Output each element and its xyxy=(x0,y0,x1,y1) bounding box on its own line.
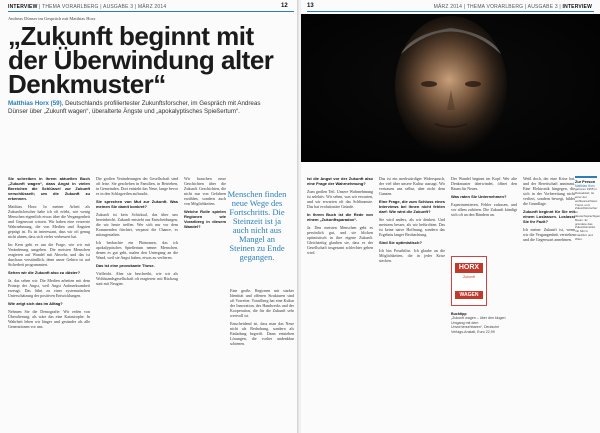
interview-question: Wie zeigt sich das im Alltag? xyxy=(8,301,63,306)
interview-question: Das ist eine provokante These. xyxy=(96,263,155,268)
left-page xyxy=(0,0,299,433)
interview-answer: Nehmen Sie die Demografie: Wir reden von Überalterung, als wäre das eine Katastrophe. In Wahrheit leben wir länger und gesünder als alle Generationen vor uns. xyxy=(8,309,90,329)
interview-answer: Zum großen Teil. Unsere Wahrnehmung ist selektiv. Wir sehen, was wir erwarten, und wir erwarten oft das Schlimmste. Das hat evolutionäre Gründe. xyxy=(307,189,373,209)
lede-name: Matthias Horx (59) xyxy=(8,100,62,107)
text-column xyxy=(451,176,517,250)
person-text: geboren 1955 in Düsseldorf, ist einer der einflussreichsten Trend- und Zukunftsforscher im deutschsprachigen Raum. Er gründete das Zukunftsinstitut mit Sitz in Frankfurt und Wien. xyxy=(575,187,600,241)
interview-answer: Matthias Horx: In meiner Arbeit als Zukunftsforscher habe ich oft erlebt, wie wenig Menschen eigentlich etwas über die Vergangenheit und Gegenwart wissen. Wir haben eine verzerrte Wahrnehmung, die von Medien und Ängsten geprägt ist. Es ist interessant, dass wir oft genug nicht ahnen, dass sich vieles verbessert hat. xyxy=(8,204,90,239)
header-rule xyxy=(8,11,294,12)
running-head-issue: MÄRZ 2014 | THEMA VORARLBERG | AUSGABE 3 | xyxy=(433,4,563,10)
right-page xyxy=(301,0,600,433)
interview-answer: Die großen Veränderungen der Gesellschaft sind oft leise. Sie geschehen in Familien, in Betrieben, in Gemeinden. Dort entsteht das Neue, lange bevor es in den Schlagzeilen auftaucht. xyxy=(96,176,178,196)
interview-question: Ist die Angst vor der Zukunft also eine Frage der Wahrnehmung? xyxy=(307,176,373,186)
interview-answer: Der Wandel beginnt im Kopf. Wer alte Denkmuster überwindet, öffnet den Raum für Neues. xyxy=(451,176,517,191)
interview-answer: Experimentieren, Fehler zulassen, und vor allem zuhören. Die Zukunft kündigt sich oft an den Rändern an. xyxy=(451,202,517,217)
book-note xyxy=(451,312,511,334)
interview-answer: Ja. Den meisten Menschen geht es persönlich gut, und sie blicken optimistisch in ihre eigene Zukunft. Gleichzeitig glauben sie, dass es der Gesellschaft insgesamt schlechter gehen wird. xyxy=(307,225,373,255)
article-lede xyxy=(8,100,273,115)
interview-answer: Weiß doch, der eine Krise hat, und der Bereitschaft annimmt. Eine Elektronik hingegen, die sich in der Vorbereitung nicht verliert, sondern bewegt, bildet die Grundlage. xyxy=(523,176,575,206)
article-headline: „Zukunft beginnt mit der Überwindung alter Denkmuster“ xyxy=(8,21,274,99)
person-title: Zur Person xyxy=(575,180,596,184)
interview-question: Sehen wir die Zukunft also zu düster? xyxy=(8,270,81,275)
text-column xyxy=(184,176,226,426)
interview-question: Was raten Sie Unternehmen? xyxy=(451,194,507,199)
interview-answer: Im Kern geht es um die Frage, wie wir mit Veränderung umgehen. Die meisten Menschen reagieren auf Wandel mit Abwehr, und das ist durchaus verständlich, denn unser Gehirn ist auf Sicherheit programmiert. xyxy=(8,242,90,267)
person-sidebar xyxy=(575,176,600,258)
book-brand: HORX xyxy=(455,263,483,273)
interview-answer: Zukunft ist kein Schicksal, das über uns hereinbricht. Zukunft entsteht aus Entscheidungen, die wir heute treffen. Wer sich nur vor dem Kommenden fürchtet, verpasst die Chance, es mitzugestalten. xyxy=(96,212,178,237)
interview-question: Welche Rolle spielen Regionen wie Vorarlberg in diesem Wandel? xyxy=(184,209,226,229)
text-column xyxy=(523,176,575,426)
running-head-right xyxy=(434,4,592,10)
interview-question: Sind Sie optimistisch? xyxy=(379,240,422,245)
person-name: Matthias Horx xyxy=(575,184,595,188)
pull-quote: Menschen finden neue Wege des Fortschritts. Die Steinzeit ist ja auch nicht aus Mangel an Steinen zu Ende gegangen. xyxy=(227,189,287,262)
page-number-right: 13 xyxy=(307,3,314,9)
lede-text: , Deutschlands profiliertester Zukunftsforscher, im Gespräch mit Andreas Dünser über „Zukunft wagen“, überalterte Ängste und „apokalyptisches Spießertum“. xyxy=(8,100,261,115)
book-cover xyxy=(451,256,487,306)
interview-question: Sie sprechen von Mut zur Zukunft. Was meinen Sie damit konkret? xyxy=(96,199,178,209)
text-column xyxy=(307,176,373,426)
interview-answer: Entscheidend ist, dass man das Neue nicht als Bedrohung, sondern als Einladung begreift. Dann entstehen Lösungen, die vorher undenkbar schienen. xyxy=(230,321,294,346)
book-subtitle: Zukunft xyxy=(463,275,475,279)
running-head-section: INTERVIEW xyxy=(562,4,592,10)
text-column xyxy=(8,176,90,426)
running-head-issue: | THEMA VORARLBERG | AUSGABE 3 | MÄRZ 2014 xyxy=(37,4,167,10)
text-column xyxy=(230,288,294,426)
interview-answer: Sie wird anders, als wir denken. Und meistens besser, als wir befürchten. Das ist keine naive Hoffnung, sondern das Ergebnis langer Beobachtung. xyxy=(379,217,445,237)
interview-answer: Eine große. Regionen mit starker Identität und offenen Strukturen sind oft Vorreiter. Vorarlberg hat eine Kultur der Innovation, des Handwerks und der Kooperation, die für die Zukunft sehr wertvoll ist. xyxy=(230,288,294,318)
page-number-left: 12 xyxy=(281,3,288,9)
header-rule xyxy=(307,11,594,12)
interview-question: Zukunft beginnt für Sie mit einem Loslassen. Loslasst Sie Ihr Fazit? xyxy=(523,209,575,224)
interview-answer: Ja, das sehen wir. Die Medien arbeiten mit dem Prinzip der Angst, weil Angst Aufmerksamkeit erzeugt. Das führt zu einer systematischen Unterschätzung der positiven Entwicklungen. xyxy=(8,278,90,298)
portrait-photo xyxy=(301,14,600,162)
interview-answer: Wir brauchen neue Geschichten über die Zukunft. Geschichten, die nicht nur von Gefahren erzählen, sondern auch von Möglichkeiten. xyxy=(184,176,226,206)
running-head-left xyxy=(8,4,166,10)
interview-answer: Vielleicht. Aber sie beschreibt, wie wir als Wohlstandsgesellschaft oft reagieren: mit Rückzug statt mit Neugier. xyxy=(96,271,178,286)
interview-answer: Das ist ein merkwürdiger Widerspruch, der viel über unsere Kultur aussagt. Wir vertrauen uns selbst, aber nicht dem Ganzen. xyxy=(379,176,445,196)
book-tip-title: Buchtipp xyxy=(451,312,467,316)
interview-answer: Ich meine: Zukunft ist, wenn wir die Vergangenheit verstehen und die Gegenwart annehmen. xyxy=(523,227,575,242)
book-label: WAGEN xyxy=(455,291,483,299)
text-column xyxy=(96,176,178,426)
portrait-photo-icon xyxy=(301,14,600,162)
book-tip-text: „Zukunft wagen – über den klugen Umgang mit dem Unvorhersehbaren“, Deutsche Verlags-Anstalt, Euro 22,99 xyxy=(451,316,506,334)
interview-question: In Ihrem Buch ist die Rede von einem „Zukunftsparadox“. xyxy=(307,212,373,222)
interview-answer: Ich bin Possibilist. Ich glaube an die Möglichkeiten, die in jeder Krise stecken. xyxy=(379,248,445,263)
interview-question: Eine Frage, die zum Schluss eines Interviews bei Ihnen nicht fehlen darf: Wie wird die Zukunft? xyxy=(379,199,445,214)
interview-answer: Ich beobachte ein Phänomen, das ich apokalyptisches Spießertum nenne: Menschen, denen es gut geht, malen den Untergang an die Wand, weil sie Angst haben, etwas zu verlieren. xyxy=(96,240,178,260)
interview-question: Sie schreiben in Ihrem aktuellen Buch „Zukunft wagen“, dass Angst in vielen Bereichen die Schlüssel zur Zukunft verschlüsselt; um die Zukunft zu erkennen. xyxy=(8,176,90,201)
running-head-section: INTERVIEW xyxy=(8,4,38,10)
article-kicker: Andreas Dünser im Gespräch mit Matthias Horx xyxy=(8,16,96,21)
text-column xyxy=(379,176,445,426)
